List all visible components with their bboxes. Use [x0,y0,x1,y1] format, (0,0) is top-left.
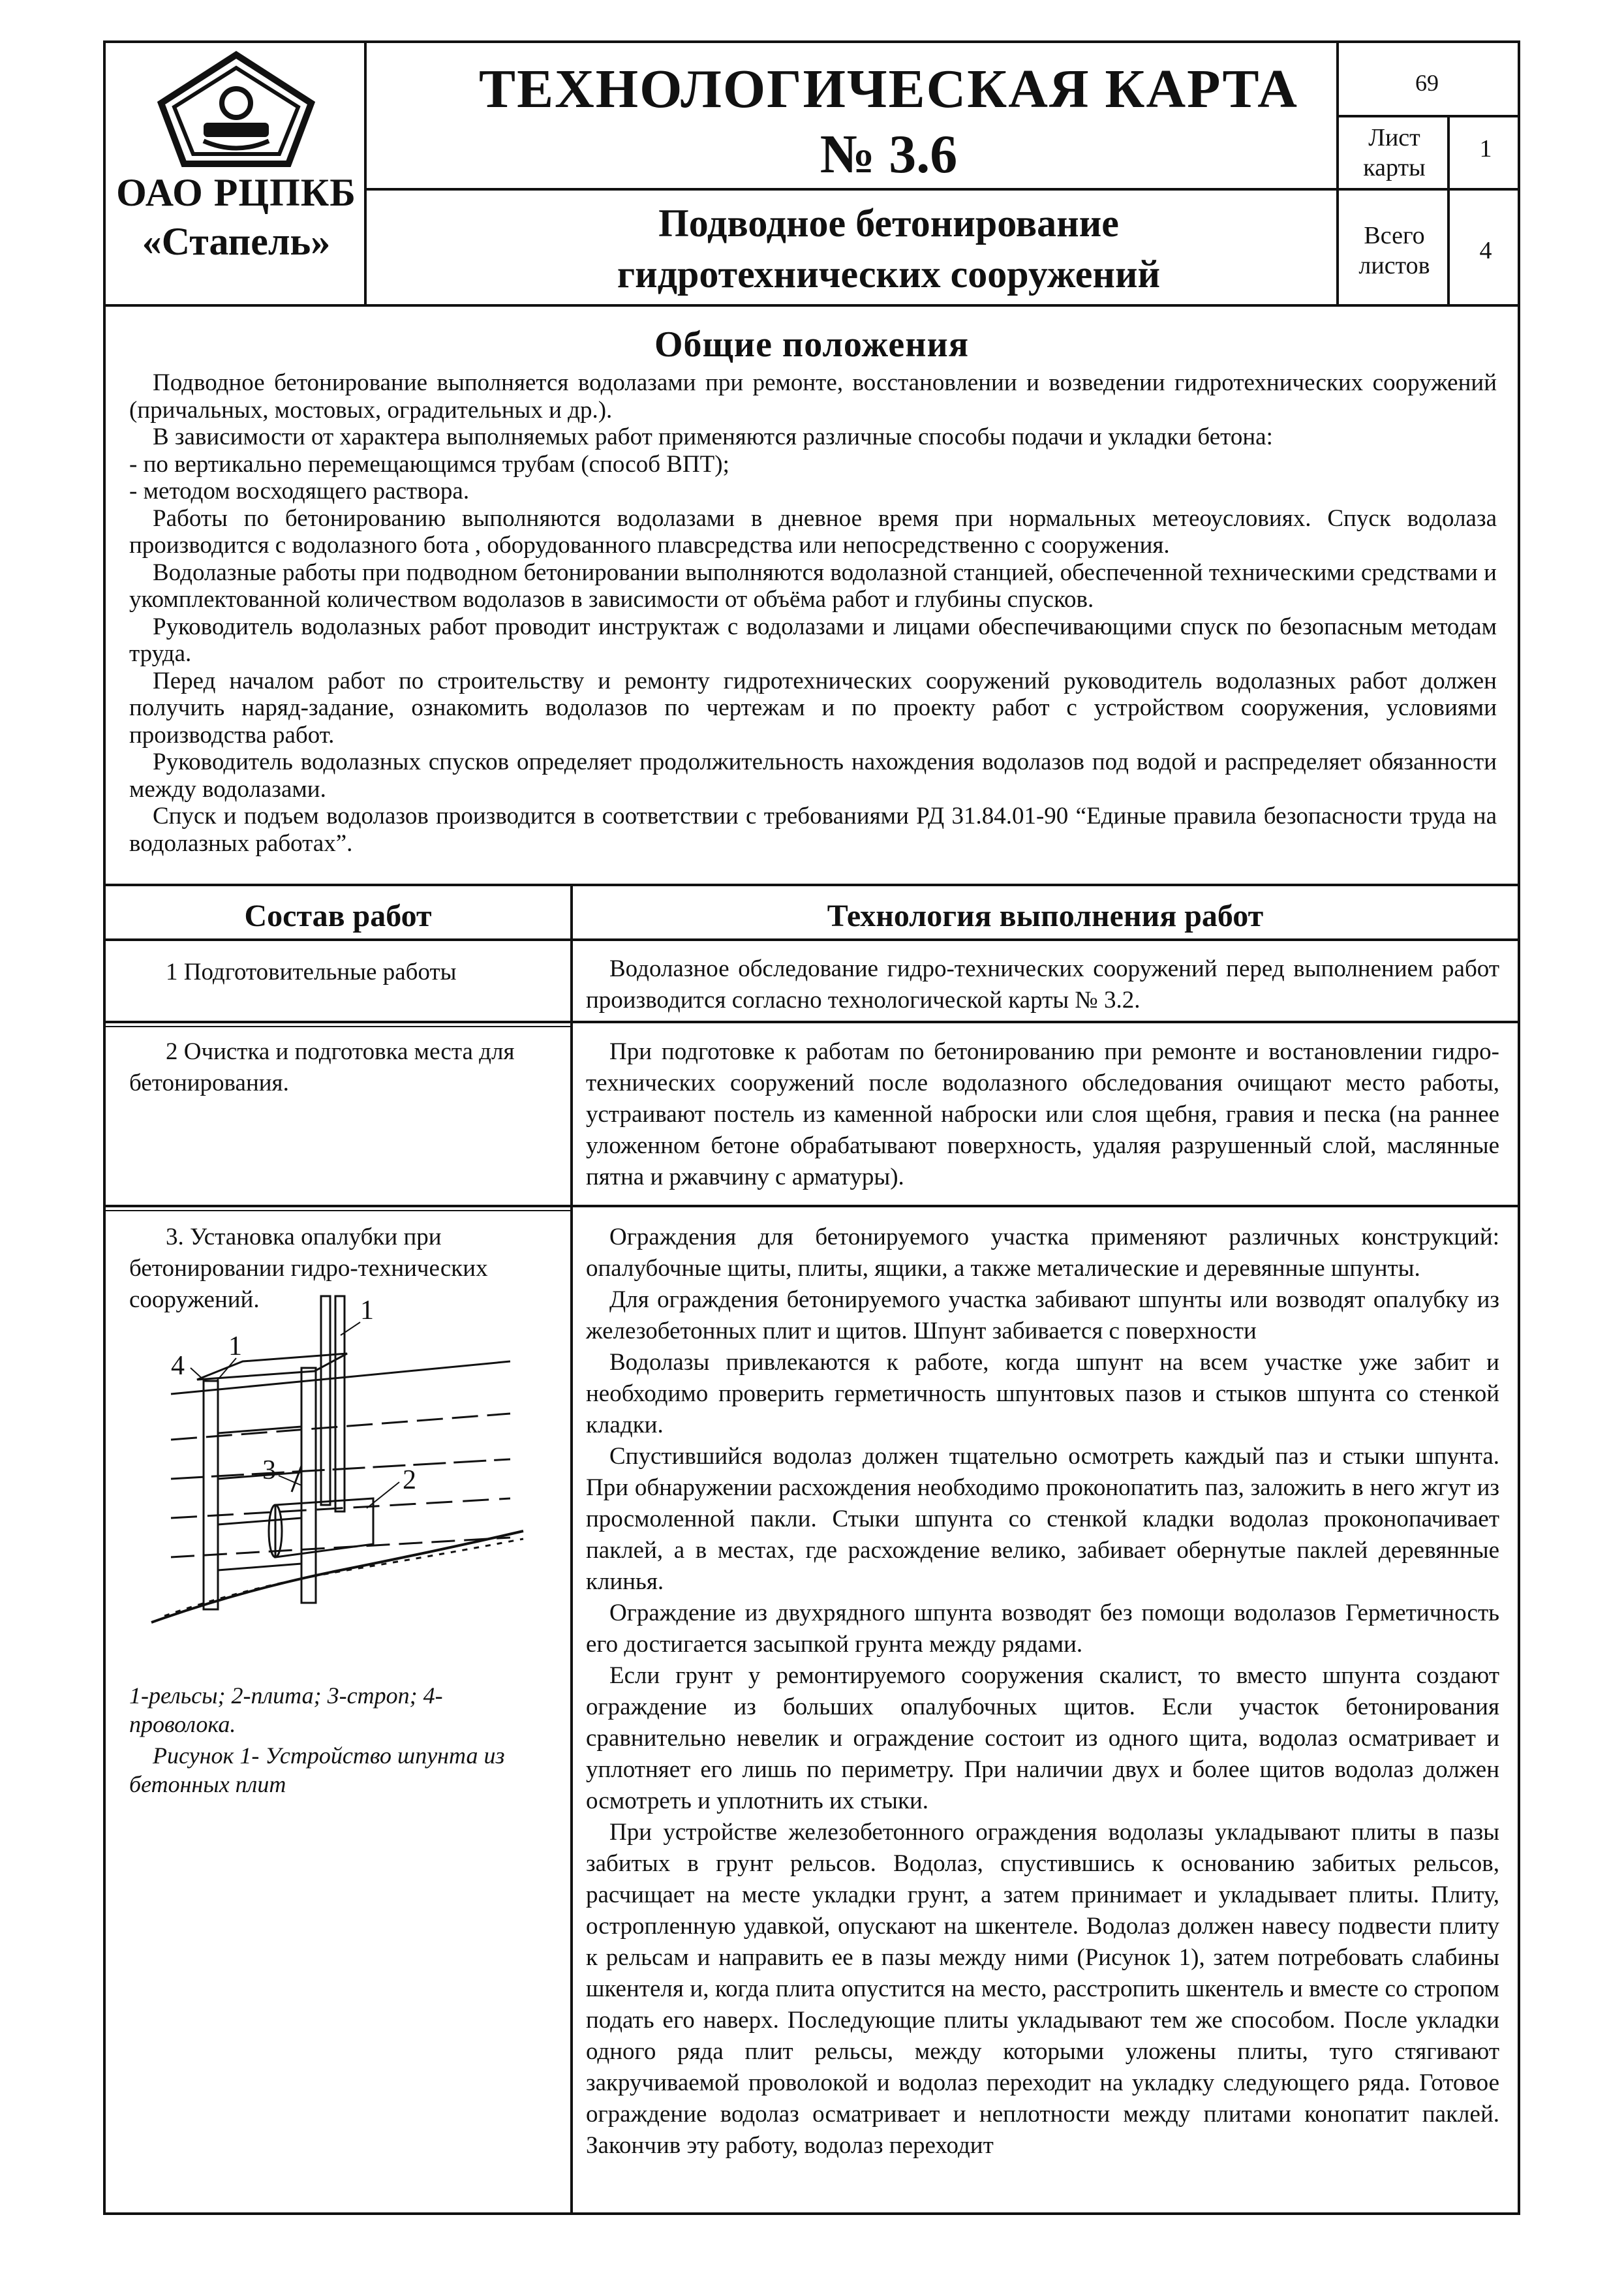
sheet-pile-figure [145,1283,536,1662]
svg-text:1: 1 [228,1331,242,1361]
figure-caption: Рисунок 1- Устройство шпунта из бетонных плит [129,1742,505,1797]
general-paragraph: Руководитель водолазных спусков определяет продолжительность нахождения водолазов под водой и распределяет обязанности между водолазами. [129,749,1497,803]
total-sheets-value: 4 [1479,237,1492,264]
general-paragraph: Подводное бетонирование выполняется водолазами при ремонте, восстановлении и возведении гидротехнических сооружений (причальных, мостовых, оградительных и др.). [129,369,1497,424]
table-row-line-1 [106,1021,1518,1023]
svg-text:2: 2 [403,1465,416,1495]
figure-caption-block [129,1681,534,1801]
table-row-1-left: 1 Подготовительные работы [166,959,457,985]
org-name-line2: «Стапель» [142,220,331,263]
general-paragraph: В зависимости от характера выполняемых работ применяются различные способы подачи и укладки бетона: [153,424,1273,450]
tech-paragraph: Если грунт у ремонтируемого сооружения скалист, то вместо шпунта создают ограждение из больших опалубочных щитов. Если участок бетонирования сравнительно невелик и ограждение состоит из одного щита, водолаз осматривает и уплотняет его лишь по периметру. При наличии двух и более щитов водолаз должен осмотреть и уплотнить их стыки. [586,1662,1499,1814]
tech-paragraph: Водолазы привлекаются к работе, когда шпунт на всем участке уже забит и необходимо проверить герметичность шпунтовых пазов и стыков шпунта со стенкой кладки. [586,1349,1499,1438]
table-col-divider [570,884,573,2215]
table-header-line [106,938,1518,941]
table-row-3-left: 3. Установка опалубки при бетонировании гидро-технических сооружений. [129,1224,488,1313]
sheet-value: 1 [1479,135,1492,163]
svg-text:1: 1 [360,1295,374,1325]
row-sep-left-2 [106,1210,570,1211]
table-row-1-right [586,953,1499,1016]
total-label-line2: листов [1358,252,1430,279]
svg-text:3: 3 [262,1455,276,1485]
tech-paragraph: При подготовке к работам по бетонированию при ремонте и востановлении гидро-технических сооружений после водолазного обследования очищают место работы, устраивают постель из каменной наброски или слоя щебня, гравия и песка (на раннее уложенном бетоне обрабатывают поверхность, удаляя разрушенный слой, маслянные пятна и ржавчину с арматуры). [586,1038,1499,1190]
sheet-label-line1: Лист [1368,124,1420,151]
tech-paragraph: Для ограждения бетонируемого участка забивают шпунты или возводят опалубку из железобетонных плит и щитов. Шпунт забивается с поверхности [586,1286,1499,1344]
general-paragraph: Руководитель водолазных работ проводит инструктаж с водолазами и лицами обеспечивающими спуск по безопасным методам труда. [129,613,1497,667]
table-row-2-left: 2 Очистка и подготовка места для бетонирования. [129,1038,515,1096]
tech-paragraph: Ограждения для бетонируемого участка применяют различных конструкций: опалубочные щиты, плиты, ящики, а также металические и деревянные шпунты. [586,1224,1499,1282]
tech-paragraph: Ограждение из двухрядного шпунта возводят без помощи водолазов Герметичность его достигается засыпкой грунта между рядами. [586,1600,1499,1658]
table-row-3-right [586,1222,1499,2161]
general-text [129,369,1497,857]
doc-number: № 3.6 [820,124,958,185]
table-top-line [106,884,1518,886]
general-heading: Общие положения [654,324,970,365]
doc-title: ТЕХНОЛОГИЧЕСКАЯ КАРТА [479,59,1298,119]
org-name-line1: ОАО РЦПКБ [116,171,356,214]
table-row-2-right [586,1036,1499,1193]
tech-paragraph: При устройстве железобетонного ограждения водолазы укладывают плиты в пазы забитых в грунт рельсов. Водолаз, спустившись к основанию забитых рельсов, расчищает на месте укладки грунт, а затем принимает и укладывает плиты. Плиту, остропленную удавкой, опускают на шкентеле. Водолаз должен навесу подвести плиту к рельсам и направить ее в пазы между ними (Рисунок 1), затем потребовать слабины шкентеля и, когда плита опустится на место, расстропить шкентель и вместе со стропом подать его наверх. Последующие плиты укладывают тем же способом. После укладки одного ряда плит рельсы, между которыми уложены плиты, туго стягивают закручиваемой проволокой и водолаз переходит на укладку следующего ряда. Готовое ограждение водолаз осматривает и неплотности между плитами конопатит паклей. Закончив эту работу, водолаз переходит [586,1819,1499,2159]
header-bottom-line [106,304,1518,307]
sheet-label [1339,123,1450,183]
pentagon-emblem-icon [106,43,367,174]
tech-paragraph: Водолазное обследование гидро-технических сооружений перед выполнением работ производится согласно технологической карты № 3.2. [586,955,1499,1014]
general-paragraph: - методом восходящего раствора. [129,478,470,504]
row-sep-left-1 [106,1026,570,1027]
company-logo [106,43,367,304]
doc-subtitle-line1: Подводное бетонирование [658,202,1119,245]
col-header-technology: Технология выполнения работ [827,899,1264,933]
figure-legend: 1-рельсы; 2-плита; 3-строп; 4-проволока. [129,1682,443,1737]
general-paragraph: Работы по бетонированию выполняются водолазами в дневное время при нормальных метеоусловиях. Спуск водолаза производится с водолазного бота , оборудованного плавсредства или непосредственно с сооружения. [129,504,1497,559]
doc-subtitle-line2: гидротехнических сооружений [617,253,1161,296]
general-paragraph: Водолазные работы при подводном бетонировании выполняются водолазной станцией, обеспеченной техническими средствами и укомплектованной количеством водолазов в зависимости от объёма работ и глубины спусков. [129,559,1497,613]
sheet-label-line2: карты [1363,154,1426,181]
tech-paragraph: Спустившийся водолаз должен тщательно осмотреть каждый паз и стыки шпунта. При обнаружении расхождения необходимо проконопатить паз, заложить в него жгут из просмоленной пакли. Стыки шпунта со стенкой кладки водолаз проконопачивает паклей, а в местах, где расхождение велико, забивает обернутые паклей деревянные клинья. [586,1443,1499,1595]
general-paragraph: Перед началом работ по строительству и ремонту гидротехнических сооружений руководитель водолазных работ должен получить наряд-задание, ознакомить водолазов по чертежам и по проекту работ с устройством сооружения, условиями производства работ. [129,667,1497,749]
page-frame [103,40,1520,2215]
total-label-line1: Всего [1364,222,1425,249]
table-row-line-2 [106,1205,1518,1207]
svg-text:4: 4 [171,1351,185,1381]
page-number: 69 [1415,70,1439,96]
total-sheets-label [1339,221,1450,281]
general-paragraph: Спуск и подъем водолазов производится в соответствии с требованиями РД 31.84.01-90 “Единые правила безопасности труда на водолазных работах”. [129,803,1497,857]
col-header-works: Состав работ [244,899,432,933]
header-row-line-2 [364,188,1518,191]
general-paragraph: - по вертикально перемещающимся трубам (способ ВПТ); [129,450,729,478]
